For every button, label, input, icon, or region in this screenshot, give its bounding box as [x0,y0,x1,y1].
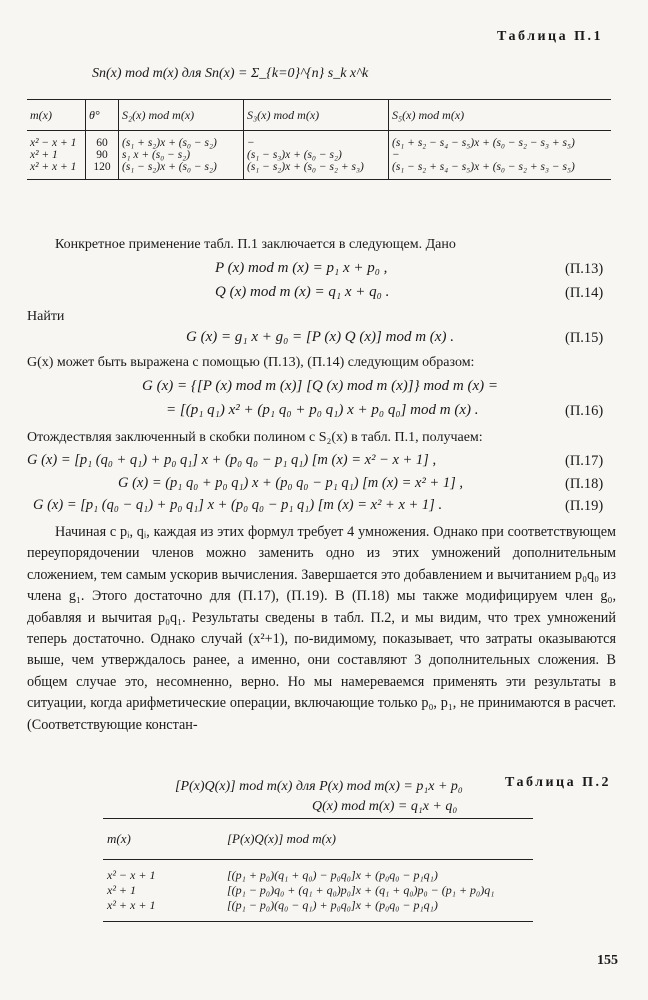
table1-header-cell: S₂(x) mod m(x) [119,100,244,131]
equation-p17: G (x) = [p₁ (q₀ + q₁) + p₀ q₁] x + (p₀ q₀ − p₁ q₁) [m (x) = x² − x + 1] , [27,452,437,468]
table2-cell: x² + 1 [107,883,137,897]
table-row [27,131,611,150]
table2-cell: x² − x + 1 [107,868,156,882]
equation-p16b: = [(p₁ q₁) x² + (p₁ q₀ + p₀ q₁) x + p₀ q₀] mod m (x) . [166,402,479,418]
table1-cell: (s₁ + s₂)x + (s₀ − s₂) [119,131,244,150]
equation-p19: G (x) = [p₁ (q₀ − q₁) + p₀ q₁] x + (p₀ q₀ − p₁ q₁) [m (x) = x² + x + 1] . [33,497,443,513]
table2-title-line1: [P(x)Q(x)] mod m(x) для P(x) mod m(x) = p₁x + p₀ [175,779,463,794]
table2-cell: x² + x + 1 [103,898,223,922]
equation-p16a: G (x) = {[P (x) mod m (x)] [Q (x) mod m (x)]} mod m (x) = [142,378,499,394]
table2-cell: [(p₁ − p₀)(q₀ − q₁) + p₀q₀]x + (p₀q₀ − p₁q₁) [223,898,533,922]
table1-header-row [27,100,611,131]
table1-header-cell: θ° [86,100,119,131]
table1-caption: Таблица П.1 [497,29,604,44]
table2 [103,818,533,922]
equation-p14: Q (x) mod m (x) = q₁ x + q₀ . [215,284,390,300]
intro-text: Конкретное применение табл. П.1 заключается в следующем. Дано [55,237,456,252]
table2-cell: [(p₁ − p₀)q₀ + (q₁ + q₀)p₀]x + (q₁ + q₀)p₀ − (p₁ + p₀)q₁ [227,883,495,897]
table1-cell: s₁ x + (s₀ − s₂) [119,149,244,161]
table2-title-line2: Q(x) mod m(x) = q₁x + q₀ [312,799,458,814]
table1-header-cell: S₃(x) mod m(x) [244,100,389,131]
table1-cell: (s₁ − s₂)x + (s₀ − s₂) [119,161,244,180]
table1-cell: x² − x + 1 [30,137,77,149]
table2-cell: [(p₁ + p₀)(q₁ + q₀) − p₀q₀]x + (p₀q₀ − p₁q₁) [227,868,438,882]
table1-cell: − [389,149,612,161]
discussion-paragraph: Начиная с pᵢ, qᵢ, каждая из этих формул требует 4 умножения. Однако при соответствующем переупорядочении членов можно заменить одно из этих умножений дополнительным сложением, тем самым ускорив вычисления. Завершается это добавлением и вычитанием p₀q₀ из члена g₁. Этого достаточно для (П.17), (П.19). В (П.18) мы также модифицируем член g₀, добавляя и вычитая p₀q₁. Результаты сведены в табл. П.2, и мы видим, что трех умножений теперь достаточно. Однако случай (x²+1), по-видимому, показывает, что затраты оказываются выше, чем утверждалось ранее, а именно, они составляют 3 дополнительных сложения. В общем случае это, несомненно, верно. Но мы намереваемся применять эти результаты в ситуации, когда арифметические операции, включающие только p₀, p₁, не принимаются в расчет. (Соответствующие констан- [27,524,616,733]
equation-label: (П.13) [565,261,604,277]
equation-p18: G (x) = (p₁ q₀ + p₀ q₁) x + (p₀ q₀ − p₁ q₁) [m (x) = x² + 1] , [118,475,463,491]
table1-cell: − [244,131,389,150]
equation-label: (П.18) [565,476,604,492]
table1-cell: x² + 1 [30,149,58,161]
table1-title: Sn(x) mod m(x) для Sn(x) = Σ_{k=0}^{n} s_k x^k [92,66,369,81]
equation-label: (П.15) [565,330,604,346]
table1-cell: x² + x + 1 [27,161,86,180]
table1-cell: 90 [86,149,119,161]
identify-text: Отождествляя заключенный в скобки полином с S₂(x) в табл. П.1, получаем: [27,430,483,445]
table1-cell: (s₁ − s₂)x + (s₀ − s₂ + s₃) [244,161,389,180]
equation-p13: P (x) mod m (x) = p₁ x + p₀ , [215,260,388,276]
table2-header-cell: m(x) [103,819,223,860]
table-row [103,860,533,884]
table1 [27,99,611,180]
table1-cell: (s₁ − s₂ + s₄ − s₅)x + (s₀ − s₂ + s₃ − s₅) [389,161,612,180]
find-text: Найти [27,309,65,324]
page-number: 155 [597,953,618,968]
table-row [103,883,533,898]
table1-cell: (s₁ − s₃)x + (s₀ − s₂) [244,149,389,161]
table-row [27,161,611,180]
equation-label: (П.16) [565,403,604,419]
equation-p15: G (x) = g₁ x + g₀ = [P (x) Q (x)] mod m (x) . [186,329,454,345]
equation-label: (П.17) [565,453,604,469]
table2-caption: Таблица П.2 [505,775,612,790]
table2-header-row [103,819,533,860]
table1-cell: 120 [86,161,119,180]
equation-label: (П.19) [565,498,604,514]
table1-header-cell: m(x) [27,100,86,131]
table1-header-cell: S₅(x) mod m(x) [389,100,612,131]
table2-header-cell: [P(x)Q(x)] mod m(x) [223,819,533,860]
table-row [27,149,611,161]
table-row [103,898,533,922]
table1-cell: (s₁ + s₂ − s₄ − s₅)x + (s₀ − s₂ − s₃ + s₅) [389,131,612,150]
table1-cell: 60 [86,131,119,150]
equation-label: (П.14) [565,285,604,301]
g-expressed-text: G(x) может быть выражена с помощью (П.13), (П.14) следующим образом: [27,355,475,370]
